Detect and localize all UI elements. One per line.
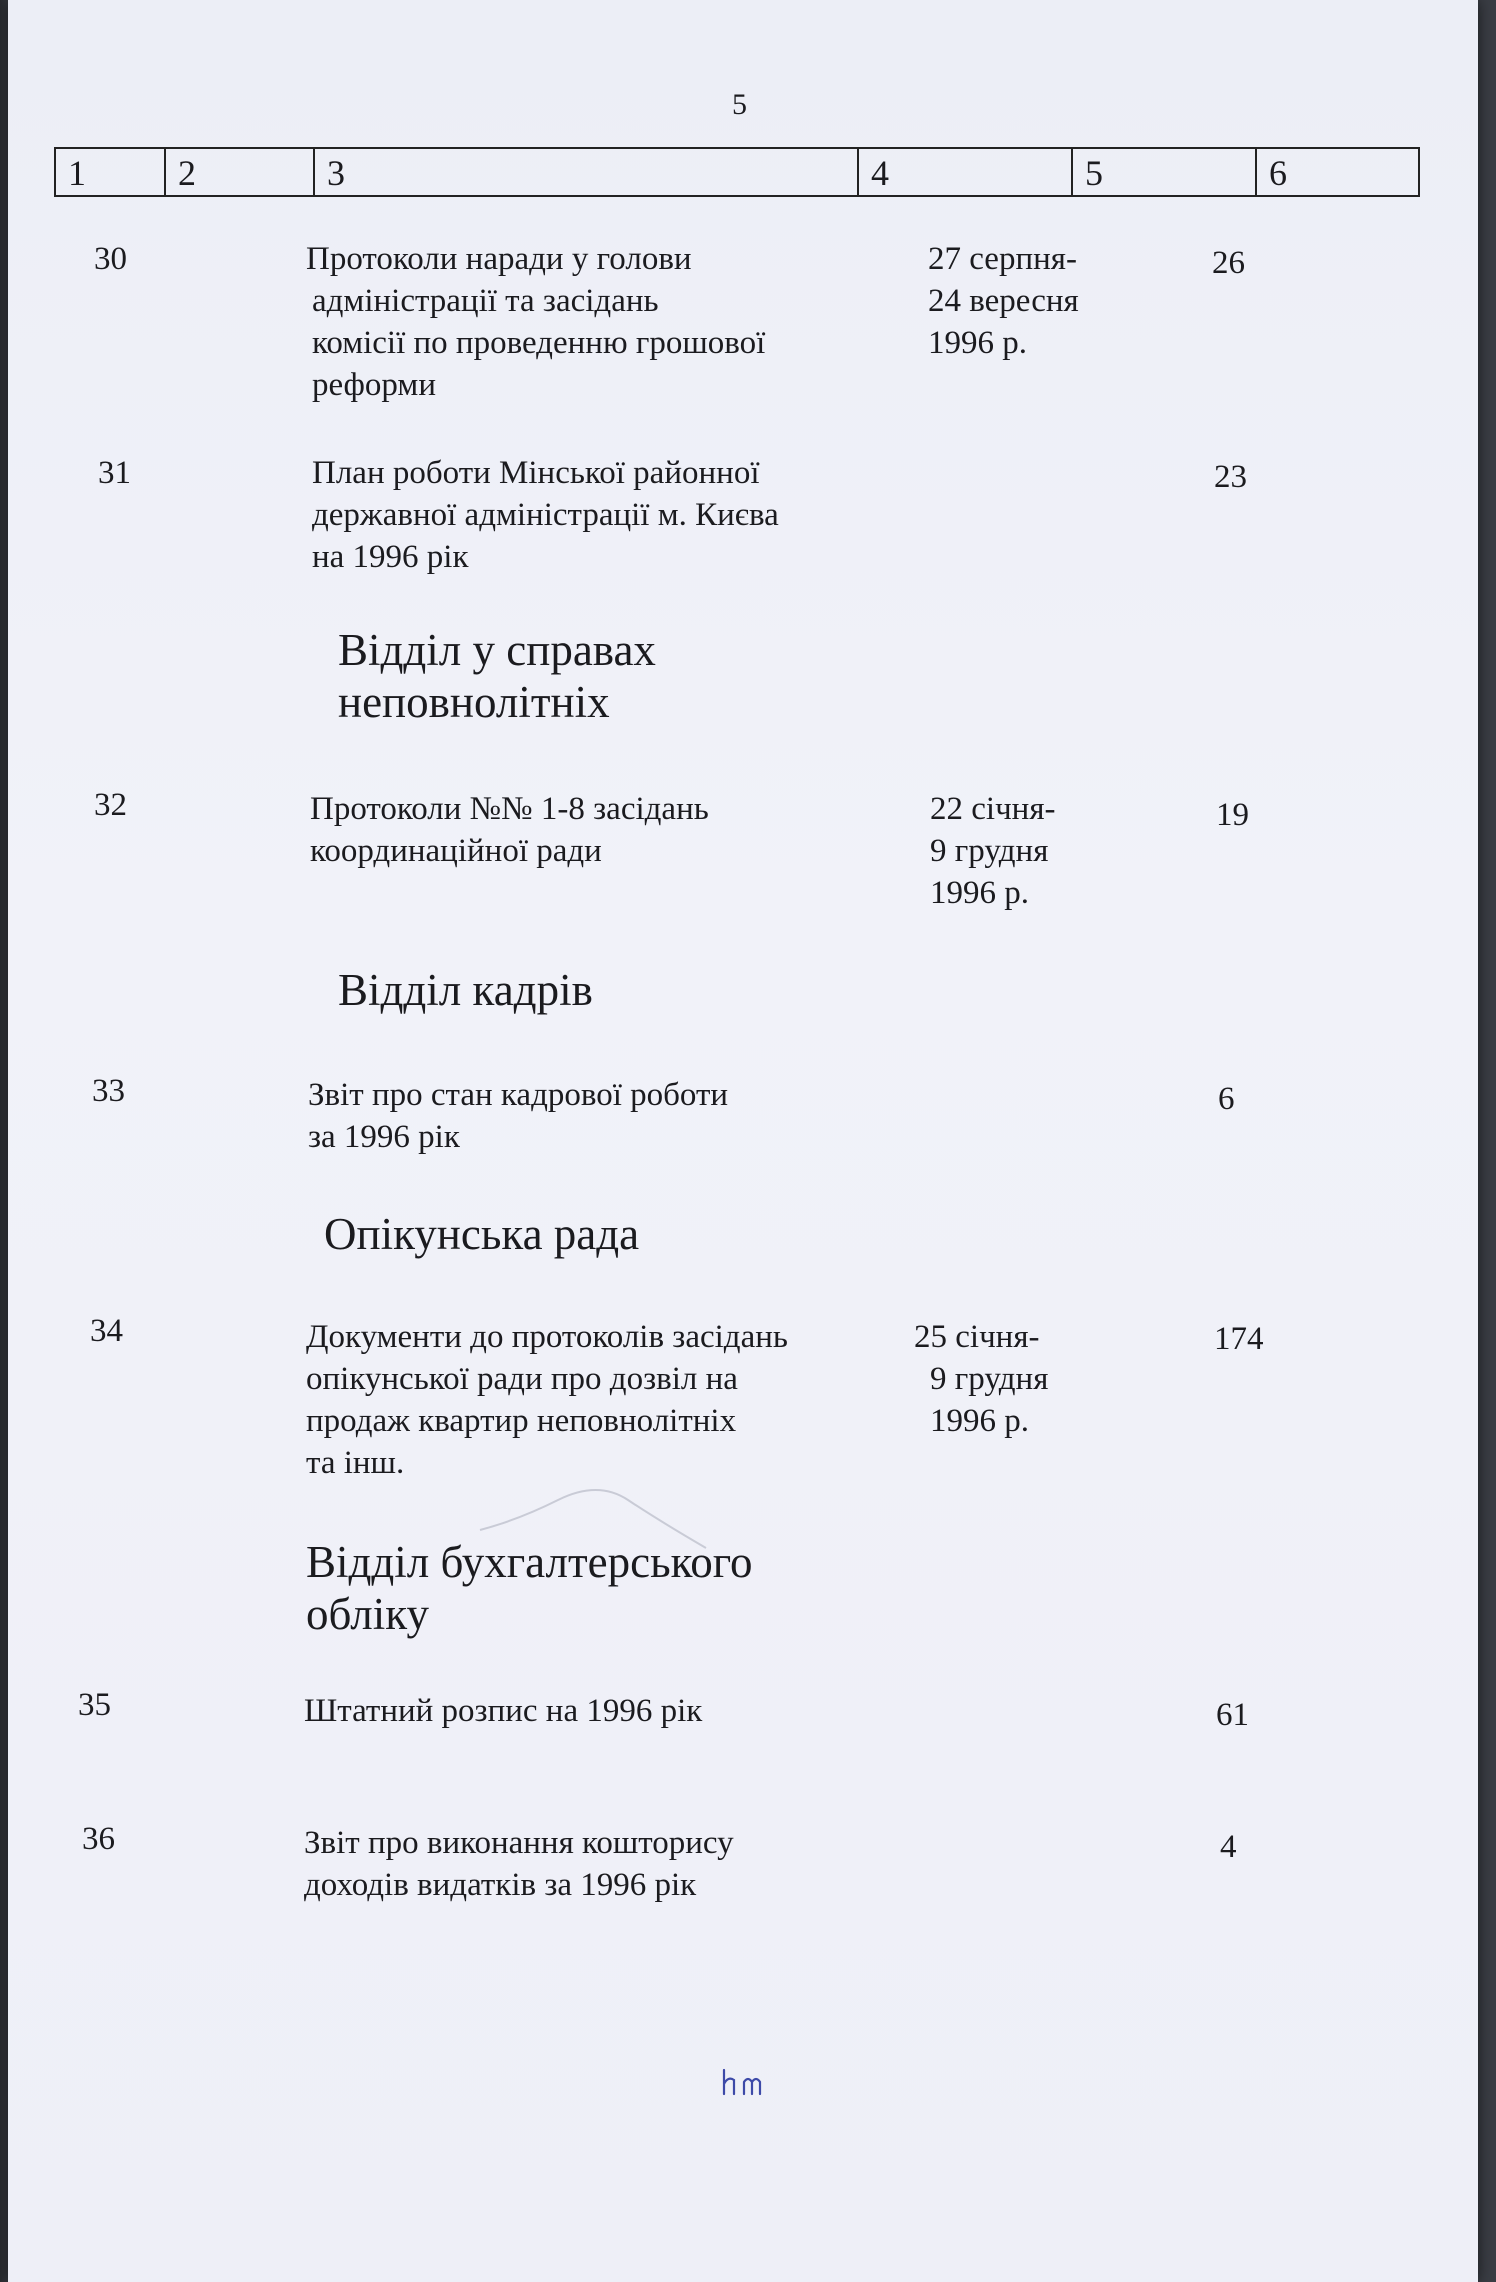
entry-number: 35	[78, 1687, 111, 1723]
entry-date-line: 9 грудня	[930, 1361, 1049, 1397]
entry-date	[914, 1316, 1048, 1442]
section-heading-line: неповнолітніх	[338, 677, 610, 727]
column-header-cell: 5	[1072, 148, 1256, 196]
section-heading-line: Відділ бухгалтерського	[306, 1537, 753, 1587]
column-header-row	[55, 148, 1419, 196]
entry-sheet-count: 26	[1212, 245, 1245, 281]
entry-date	[928, 238, 1079, 364]
entry-title	[304, 1690, 864, 1732]
entry-title-line: реформи	[312, 367, 436, 403]
entry-title-line: Протоколи №№ 1-8 засідань	[310, 791, 709, 827]
section-heading	[338, 624, 656, 728]
entry-title-line: продаж квартир неповнолітніх	[306, 1403, 737, 1439]
entry-title-line: та інш.	[306, 1445, 405, 1481]
column-header-cell: 3	[314, 148, 858, 196]
section-heading-line: обліку	[306, 1589, 429, 1639]
column-header-table	[54, 147, 1420, 197]
paper-crease	[478, 1470, 708, 1550]
entry-title	[306, 238, 866, 406]
entry-date-line: 1996 р.	[930, 1403, 1029, 1439]
entry-date-line: 1996 р.	[928, 325, 1027, 361]
entry-number: 33	[92, 1073, 125, 1109]
entry-title	[310, 788, 870, 872]
entry-sheet-count: 19	[1216, 797, 1249, 833]
entry-number: 34	[90, 1313, 123, 1349]
entry-sheet-count: 61	[1216, 1697, 1249, 1733]
entry-title-line: державної адміністрації м. Києва	[312, 497, 779, 533]
entry-title-line: за 1996 рік	[308, 1119, 460, 1155]
entry-date-line: 9 грудня	[930, 833, 1049, 869]
entry-title	[308, 1074, 868, 1158]
entry-title-line: Документи до протоколів засідань	[306, 1319, 788, 1355]
entry-title-line: координаційної ради	[310, 833, 602, 869]
column-header-cell: 2	[165, 148, 314, 196]
entry-date-line: 27 серпня-	[928, 241, 1077, 277]
entry-number: 32	[94, 787, 127, 823]
entry-title-line: Звіт про виконання кошторису	[304, 1825, 734, 1861]
entry-title-line: опікунської ради про дозвіл на	[306, 1361, 738, 1397]
section-heading	[324, 1208, 639, 1260]
entry-number: 31	[98, 455, 131, 491]
entry-date-line: 22 січня-	[930, 791, 1056, 827]
entry-title-line: на 1996 рік	[312, 539, 469, 575]
handwritten-initials	[718, 2068, 792, 2098]
section-heading	[306, 1536, 753, 1640]
entry-title-line: План роботи Мінської районної	[312, 455, 760, 491]
entry-sheet-count: 174	[1214, 1321, 1264, 1357]
entry-title	[304, 1822, 864, 1906]
entry-title	[306, 1316, 896, 1484]
section-heading	[338, 964, 593, 1016]
entry-sheet-count: 23	[1214, 459, 1247, 495]
section-heading-line: Опікунська рада	[324, 1209, 640, 1259]
section-heading-line: Відділ у справах	[338, 625, 656, 675]
page-number: 5	[732, 88, 747, 121]
entry-title-line: адміністрації та засідань	[312, 283, 659, 319]
entry-title-line: комісії по проведенню грошової	[312, 325, 766, 361]
entry-date-line: 24 вересня	[928, 283, 1079, 319]
entry-sheet-count: 4	[1220, 1829, 1237, 1865]
entry-title-line: Штатний розпис на 1996 рік	[304, 1693, 703, 1729]
entry-number: 36	[82, 1821, 115, 1857]
entry-title-line: Протоколи наради у голови	[306, 241, 692, 277]
entry-number: 30	[94, 241, 127, 277]
entry-sheet-count: 6	[1218, 1081, 1235, 1117]
entry-title-line: доходів видатків за 1996 рік	[304, 1867, 697, 1903]
column-header-cell: 6	[1256, 148, 1419, 196]
entry-date-line: 1996 р.	[930, 875, 1029, 911]
document-page	[8, 0, 1478, 2282]
column-header-cell: 4	[858, 148, 1072, 196]
entry-title	[312, 452, 872, 578]
column-header-cell: 1	[55, 148, 165, 196]
entry-date-line: 25 січня-	[914, 1319, 1040, 1355]
section-heading-line: Відділ кадрів	[338, 965, 593, 1015]
entry-title-line: Звіт про стан кадрової роботи	[308, 1077, 729, 1113]
entry-date	[930, 788, 1056, 914]
